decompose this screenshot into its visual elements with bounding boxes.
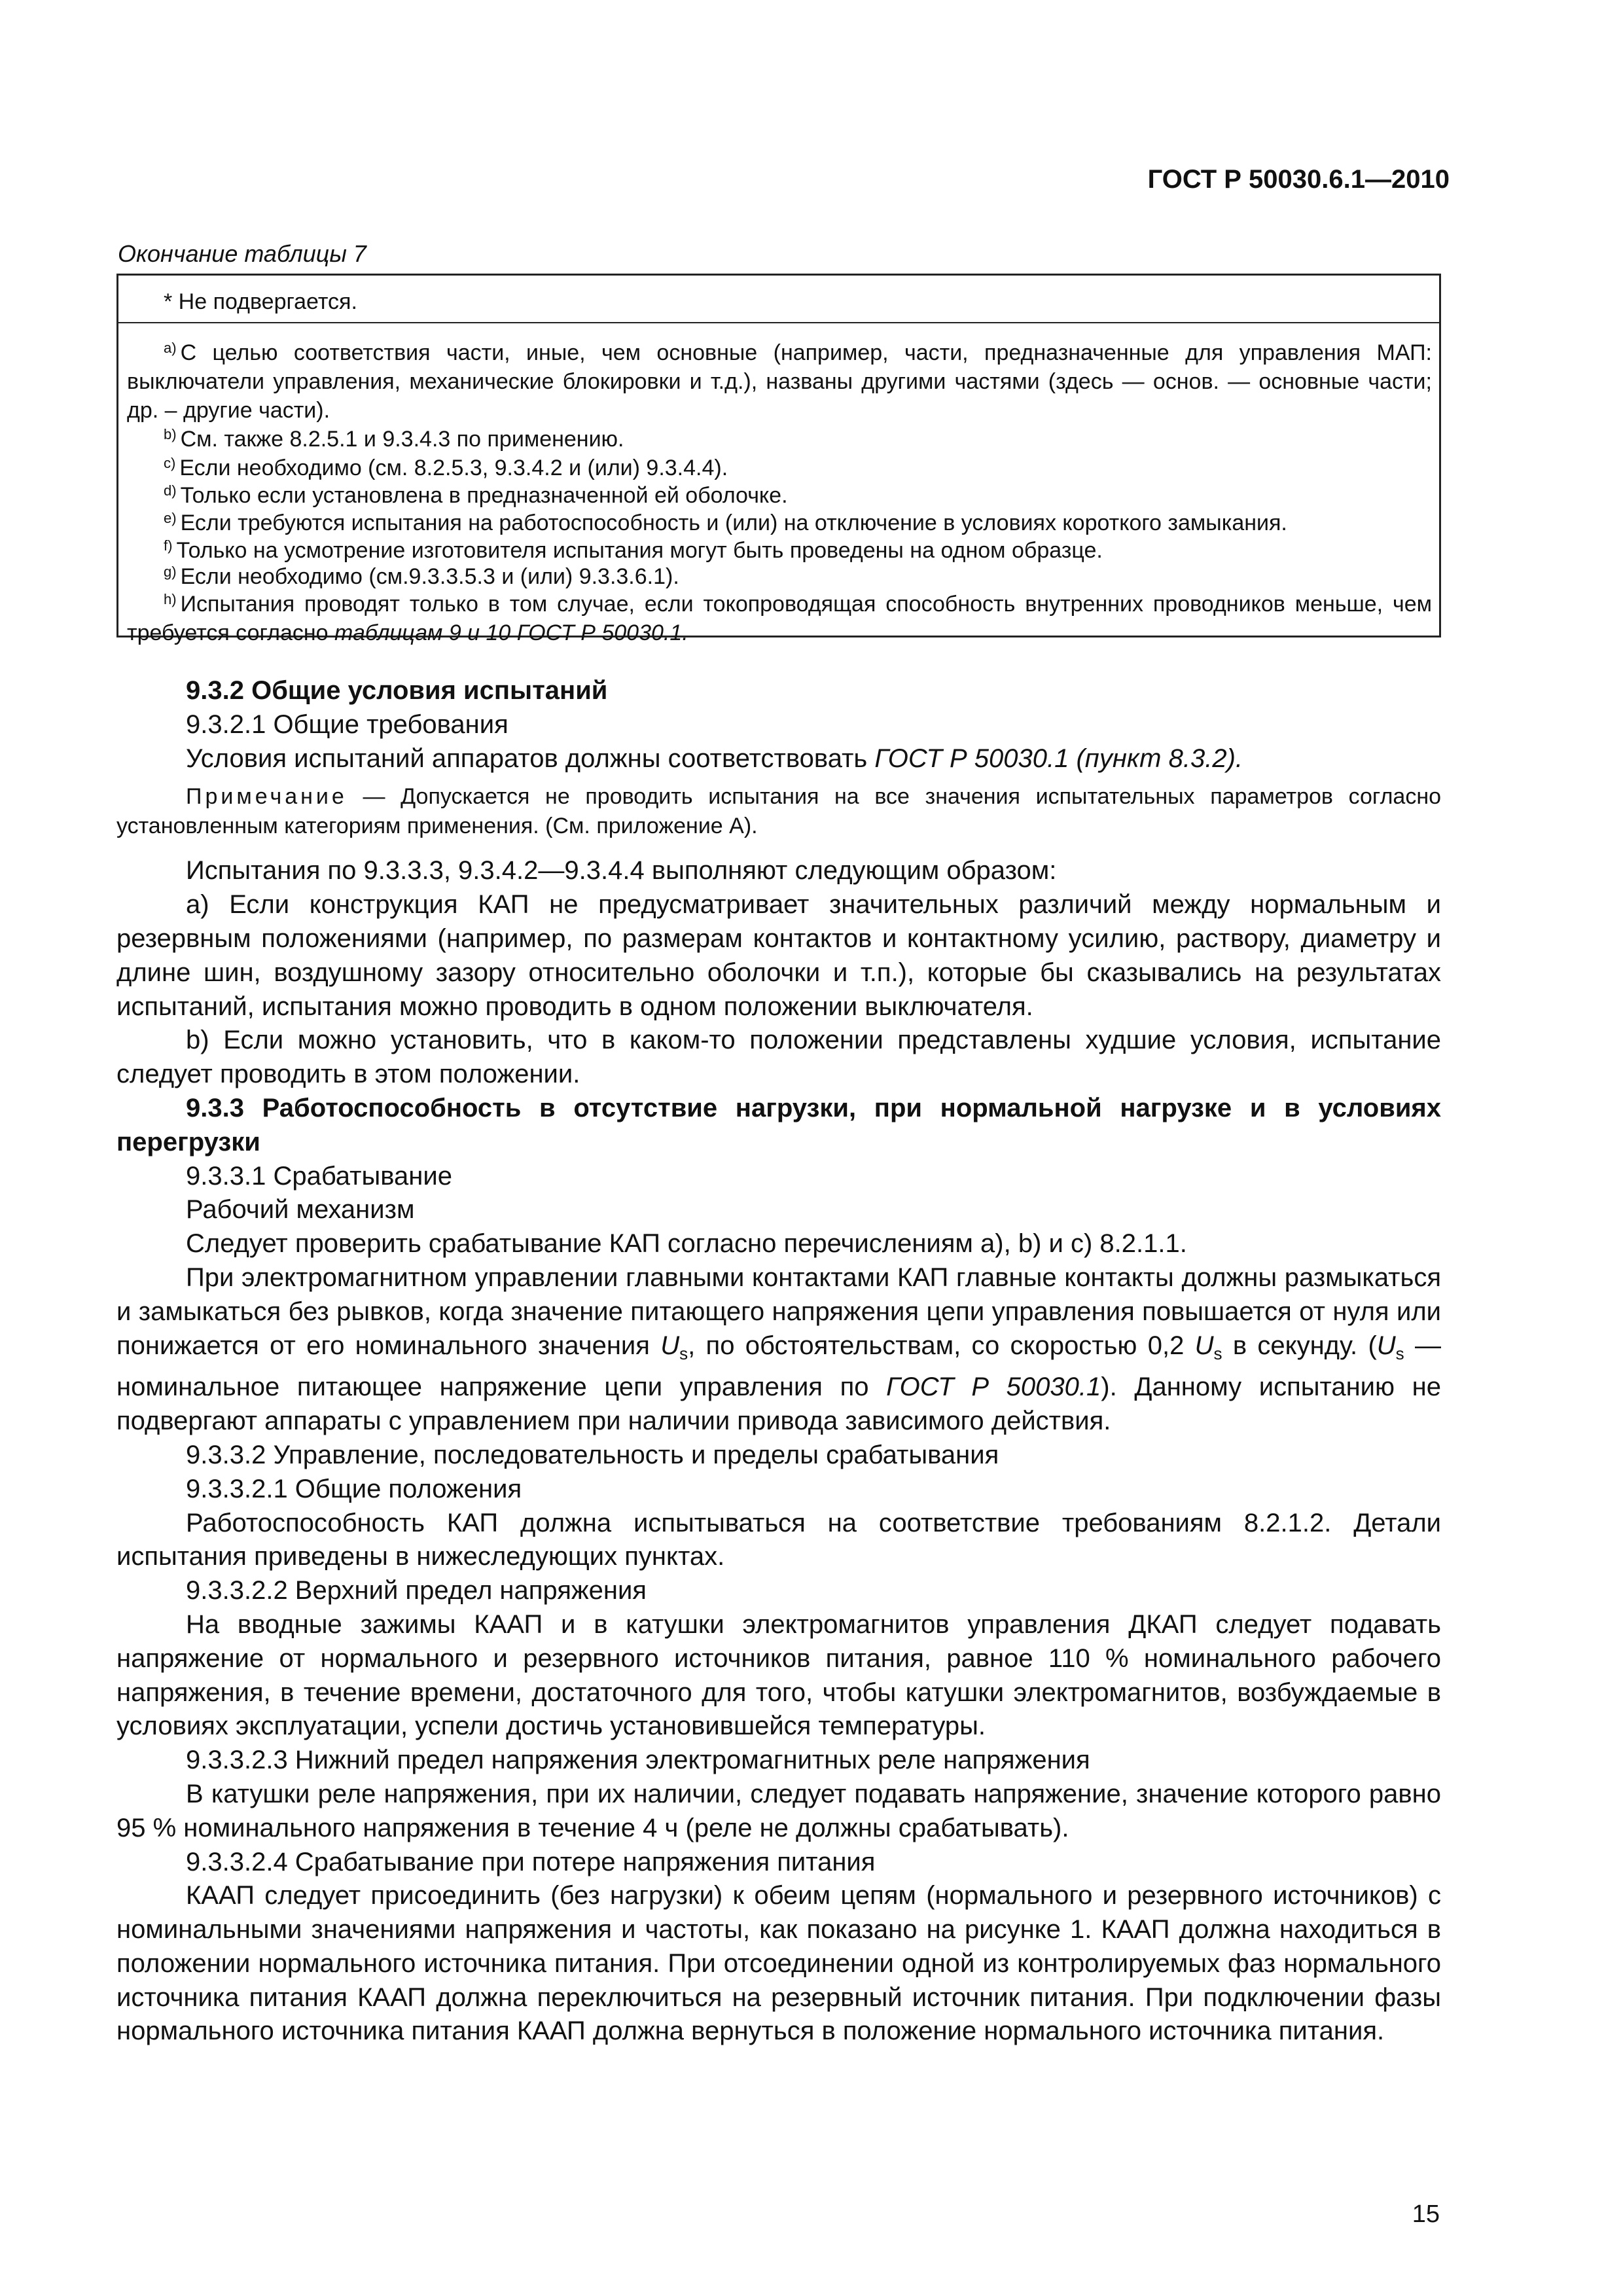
note-text: — Допускается не проводить испытания на все значения испытательных параметров согласно установленным категориям применения. (См. приложение А). [116, 784, 1441, 839]
footnote-text: Только на усмотрение изготовителя испытания могут быть проведены на одном образце. [176, 538, 1103, 563]
table-continuation-caption: Окончание таблицы 7 [118, 240, 366, 267]
subscript: s [679, 1343, 688, 1363]
voltage-loss-paragraph: КААП следует присоединить (без нагрузки) к обеим цепям (нормального и резервного источников) с номинальными значениями напряжения и частоты, как показано на рисунке 1. КААП должна находиться в положении нормального источника питания. При отсоединении одной из контролируемых фаз нормального источника питания КААП должна переключиться на резервный источник питания. При подключении фазы нормального источника питания КААП должна вернуться в положение нормального источника питания. [116, 1881, 1441, 2046]
footnote-text: С целью соответствия части, иные, чем основные (например, части, предназначенные для управления МАП: выключатели управления, механические блокировки и т.д.), названы другими частями (здесь — основ. — основные части; др. – другие части). [127, 340, 1432, 423]
footnote-text: Испытания проводят только в том случае, если токопроводящая способность внутренних проводников меньше, чем требуется согласно [127, 592, 1432, 645]
standard-reference: ГОСТ Р 50030.1 [886, 1372, 1101, 1402]
footnote-text: Если необходимо (см. 8.2.5.3, 9.3.4.2 и (или) 9.3.4.4). [179, 456, 728, 480]
standard-designation: ГОСТ Р 50030.6.1—2010 [1147, 165, 1450, 194]
text: , по обстоятельствам, со скоростью 0,2 [688, 1331, 1195, 1360]
standard-reference: ГОСТ Р 50030.1 (пункт 8.3.2). [874, 744, 1243, 773]
symbol: U [1194, 1331, 1214, 1360]
footnote-mark: a) [164, 340, 177, 356]
footnote-a [127, 334, 1432, 425]
operating-mechanism: Рабочий механизм [186, 1195, 415, 1225]
list-item-b: b) Если можно установить, что в каком-то положении представлены худшие условия, испытание следует проводить в этом положении. [116, 1026, 1441, 1089]
footnote-mark: h) [164, 591, 177, 607]
tests-intro: Испытания по 9.3.3.3, 9.3.4.2—9.3.4.4 выполняют следующим образом: [186, 856, 1057, 886]
note [116, 782, 1441, 841]
footnote-text: Только если установлена в предназначенной ей оболочке. [180, 483, 788, 508]
star-note: * Не подвергается. [164, 289, 357, 314]
symbol: U [660, 1331, 680, 1360]
main-text [116, 674, 1441, 2049]
section-heading-9-3-2: 9.3.2 Общие условия испытаний [186, 676, 608, 705]
list-item-a: a) Если конструкция КАП не предусматривает значительных различий между нормальным и резервным положениями (например, по размерам контактов и контактному усилию, раствору, диаметру и длине шин, воздушному зазору относительно оболочки и т.п.), которые бы сказывались на результатах испытаний, испытания можно проводить в одном положении выключателя. [116, 890, 1441, 1021]
text: в секунду. ( [1222, 1331, 1377, 1360]
text: При электромагнитном управлении главными контактами КАП главные контакты должны размыкаться и замыкаться без рывков, когда значение питающего напряжения цепи управления повышается от нуля или понижается от его номинального значения [116, 1263, 1441, 1360]
subsection-9-3-2-1: 9.3.2.1 Общие требования [186, 709, 508, 739]
subsection-9-3-3-2-3: 9.3.3.2.3 Нижний предел напряжения электромагнитных реле напряжения [186, 1746, 1090, 1775]
subsection-9-3-3-2-2: 9.3.3.2.2 Верхний предел напряжения [186, 1576, 647, 1605]
subsection-9-3-3-2-1: 9.3.3.2.1 Общие положения [186, 1474, 522, 1503]
subsection-9-3-3-1: 9.3.3.1 Срабатывание [186, 1161, 452, 1191]
table-divider [116, 322, 1441, 323]
symbol: U [1376, 1331, 1396, 1360]
note-label: Примечание [186, 784, 348, 810]
test-conditions-paragraph [116, 742, 1441, 776]
footnote-reference: таблицам 9 и 10 ГОСТ Р 50030.1. [334, 620, 688, 645]
footnote-mark: f) [164, 537, 173, 554]
footnote-h [127, 585, 1432, 647]
footnote-mark: b) [164, 426, 177, 442]
subsection-9-3-3-2-4: 9.3.3.2.4 Срабатывание при потере напряжения питания [186, 1847, 876, 1876]
subsection-9-3-3-2: 9.3.3.2 Управление, последовательность и пределы срабатывания [186, 1440, 999, 1469]
subscript: s [1213, 1343, 1222, 1363]
text: — номинальное питающее напряжение цепи управления по [116, 1331, 1441, 1402]
lower-limit-paragraph: В катушки реле напряжения, при их наличии, следует подавать напряжение, значение которого равно 95 % номинального напряжения в течение 4 ч (реле не должны срабатывать). [116, 1779, 1441, 1842]
section-heading-9-3-3: 9.3.3 Работоспособность в отсутствие нагрузки, при нормальной нагрузке и в условиях перегрузки [116, 1093, 1441, 1157]
text: ). Данному испытанию не подвергают аппараты с управлением при наличии привода зависимого действия. [116, 1372, 1442, 1436]
footnote-text: Если требуются испытания на работоспособность и (или) на отключение в условиях короткого замыкания. [180, 511, 1287, 535]
footnote-mark: e) [164, 510, 177, 526]
footnote-mark: g) [164, 564, 177, 580]
footnote-text: Если необходимо (см.9.3.3.5.3 и (или) 9.3.3.6.1). [180, 564, 679, 589]
footnote-mark: d) [164, 482, 177, 499]
subscript: s [1395, 1343, 1404, 1363]
footnote-text: См. также 8.2.5.1 и 9.3.4.3 по применению. [180, 427, 624, 452]
check-paragraph: Следует проверить срабатывание КАП согласно перечислениям a), b) и c) 8.2.1.1. [186, 1229, 1187, 1259]
upper-limit-paragraph: На вводные зажимы КААП и в катушки электромагнитов управления ДКАП следует подавать напряжение от нормального и резервного источников питания, равное 110 % номинального рабочего напряжения, в течение времени, достаточного для того, чтобы катушки электромагнитов, возбуждаемые в условиях эксплуатации, успели достичь установившейся температуры. [116, 1609, 1441, 1741]
operability-paragraph: Работоспособность КАП должна испытываться на соответствие требованиям 8.2.1.2. Детали испытания приведены в нижеследующих пунктах. [116, 1508, 1441, 1571]
page-number: 15 [1412, 2200, 1440, 2228]
electromagnetic-control-paragraph [116, 1261, 1441, 1439]
text: Условия испытаний аппаратов должны соответствовать [186, 744, 875, 773]
footnote-mark: c) [164, 455, 176, 471]
